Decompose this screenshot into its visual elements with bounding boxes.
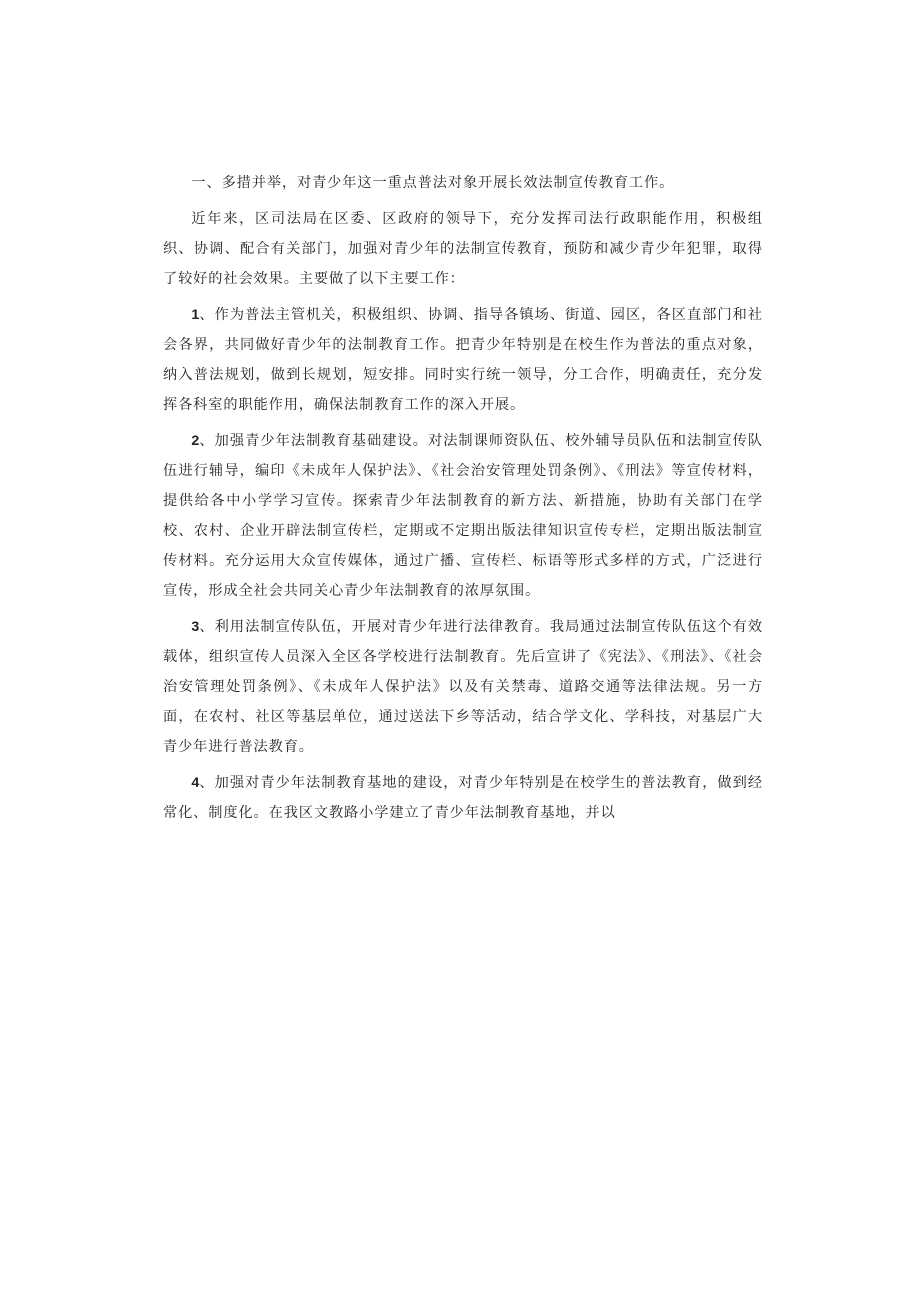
work-item-3 [163, 612, 763, 762]
item-number: 2 [191, 433, 200, 449]
item-number: 4 [191, 775, 200, 791]
item-number: 1 [191, 307, 200, 323]
paragraph-text: 、利用法制宣传队伍，开展对青少年进行法律教育。我局通过法制宣传队伍这个有效载体，组织宣传人员深入全区各学校进行法制教育。先后宣讲了《宪法》、《刑法》、《社会治安管理处罚条例》、《未成年人保护法》以及有关禁毒、道路交通等法律法规。另一方面，在农村、社区等基层单位，通过送法下乡等活动，结合学文化、学科技，对基层广大青少年进行普法教育。 [163, 619, 763, 755]
paragraph-text: 、作为普法主管机关，积极组织、协调、指导各镇场、街道、园区，各区直部门和社会各界，共同做好青少年的法制教育工作。把青少年特别是在校生作为普法的重点对象，纳入普法规划，做到长规划，短安排。同时实行统一领导，分工合作，明确责任，充分发挥各科室的职能作用，确保法制教育工作的深入开展。 [163, 307, 763, 413]
work-item-2 [163, 426, 763, 606]
item-number: 3 [191, 619, 200, 635]
document-body [163, 168, 763, 834]
paragraph-text: 近年来，区司法局在区委、区政府的领导下，充分发挥司法行政职能作用，积极组织、协调、配合有关部门，加强对青少年的法制宣传教育，预防和减少青少年犯罪，取得了较好的社会效果。主要做了以下主要工作： [163, 211, 763, 287]
heading-text: 一、多措并举，对青少年这一重点普法对象开展长效法制宣传教育工作。 [191, 175, 675, 191]
work-item-4 [163, 768, 763, 828]
paragraph-text: 、加强青少年法制教育基础建设。对法制课师资队伍、校外辅导员队伍和法制宣传队伍进行辅导，编印《未成年人保护法》、《社会治安管理处罚条例》、《刑法》等宣传材料，提供给各中小学学习宣传。探索青少年法制教育的新方法、新措施，协助有关部门在学校、农村、企业开辟法制宣传栏，定期或不定期出版法律知识宣传专栏，定期出版法制宣传材料。充分运用大众宣传媒体，通过广播、宣传栏、标语等形式多样的方式，广泛进行宣传，形成全社会共同关心青少年法制教育的浓厚氛围。 [163, 433, 763, 599]
section-heading [163, 168, 763, 198]
intro-paragraph [163, 204, 763, 294]
paragraph-text: 、加强对青少年法制教育基地的建设，对青少年特别是在校学生的普法教育，做到经常化、制度化。在我区文教路小学建立了青少年法制教育基地，并以 [163, 775, 763, 821]
work-item-1 [163, 300, 763, 420]
